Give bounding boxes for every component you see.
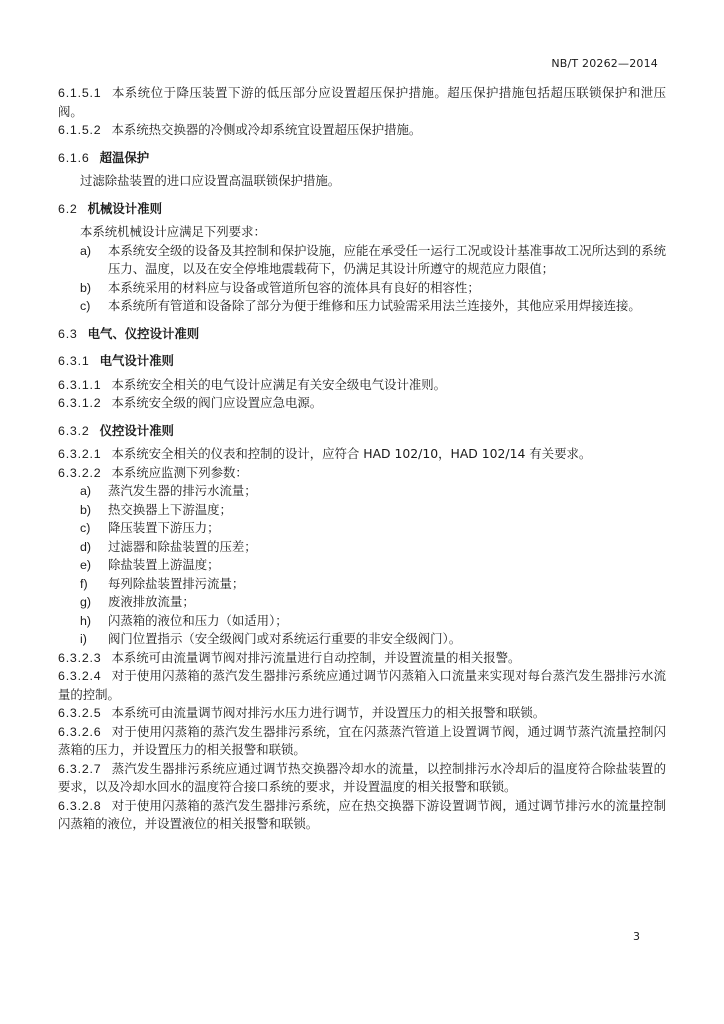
clause-6-3-2-6: 6.3.2.6 对于使用闪蒸箱的蒸汽发生器排污系统，宜在闪蒸蒸汽管道上设置调节阀，通过调节蒸汽流量控制闪蒸箱的压力，并设置压力的相关报警和联锁。 <box>58 723 666 757</box>
list-item: c) 本系统所有管道和设备除了部分为便于维修和压力试验需采用法兰连接外，其他应采用焊接连接。 <box>80 298 641 313</box>
list-item: i) 阀门位置指示（安全级阀门或对系统运行重要的非安全级阀门）。 <box>80 631 462 646</box>
heading-6-2: 6.2 机械设计准则 <box>58 200 162 216</box>
clause-6-3-2-1: 6.3.2.1 本系统安全相关的仪表和控制的设计，应符合 HAD 102/10，HAD 102/14 有关要求。 <box>58 446 592 461</box>
document-body <box>58 84 666 834</box>
list-item: h) 闪蒸箱的液位和压力（如适用）； <box>80 612 288 628</box>
page-number: 3 <box>633 930 640 943</box>
clause-6-2-intro: 本系统机械设计应满足下列要求： <box>80 224 266 239</box>
heading-6-3: 6.3 电气、仪控设计准则 <box>58 325 200 341</box>
list-6-2 <box>58 242 666 316</box>
list-item: b) 热交换器上下游温度； <box>80 501 232 517</box>
heading-6-3-1: 6.3.1 电气设计准则 <box>58 353 174 368</box>
clause-6-1-6-text: 过滤除盐装置的进口应设置高温联锁保护措施。 <box>80 173 341 188</box>
clause-6-3-2-5: 6.3.2.5 本系统可由流量调节阀对排污水压力进行调节，并设置压力的相关报警和联锁。 <box>58 705 546 720</box>
heading-6-3-2: 6.3.2 仪控设计准则 <box>58 422 174 438</box>
heading-6-1-6: 6.1.6 超温保护 <box>58 149 150 165</box>
list-item: e) 除盐装置上游温度； <box>80 557 220 572</box>
list-item: a) 本系统安全级的设备及其控制和保护设施，应能在承受任一运行工况或设计基准事故工况所达到的系统压力、温度，以及在安全停堆地震载荷下，仍满足其设计所遵守的规范应力限值； <box>80 242 666 276</box>
list-item: b) 本系统采用的材料应与设备或管道所包容的流体具有良好的相容性； <box>80 279 480 295</box>
clause-6-1-5-2: 6.1.5.2 本系统热交换器的冷侧或冷却系统宜设置超压保护措施。 <box>58 122 422 137</box>
clause-6-3-1-1: 6.3.1.1 本系统安全相关的电气设计应满足有关安全级电气设计准则。 <box>58 376 447 392</box>
clause-6-3-2-4: 6.3.2.4 对于使用闪蒸箱的蒸汽发生器排污系统应通过调节闪蒸箱入口流量来实现对每台蒸汽发生器排污水流量的控制。 <box>58 668 666 702</box>
clause-6-3-2-2: 6.3.2.2 本系统应监测下列参数： <box>58 464 248 480</box>
clause-6-3-2-8: 6.3.2.8 对于使用闪蒸箱的蒸汽发生器排污系统，应在热交换器下游设置调节阀，通过调节排污水的流量控制闪蒸箱的液位，并设置液位的相关报警和联锁。 <box>58 797 666 831</box>
list-item: g) 废液排放流量； <box>80 594 195 609</box>
list-6-3-2-2 <box>58 482 666 649</box>
list-item: f) 每列除盐装置排污流量； <box>80 575 245 591</box>
clause-6-3-2-3: 6.3.2.3 本系统可由流量调节阀对排污流量进行自动控制，并设置流量的相关报警。 <box>58 649 521 665</box>
clause-6-3-1-2: 6.3.1.2 本系统安全级的阀门应设置应急电源。 <box>58 395 323 410</box>
list-item: c) 降压装置下游压力； <box>80 520 220 535</box>
clause-6-3-2-7: 6.3.2.7 蒸汽发生器排污系统应通过调节热交换器冷却水的流量，以控制排污水冷却后的温度符合除盐装置的要求，以及冷却水回水的温度符合接口系统的要求，并设置温度的相关报警和联锁。 <box>58 760 666 794</box>
standard-code: NB/T 20262—2014 <box>551 57 658 70</box>
list-item: d) 过滤器和除盐装置的压差； <box>80 538 257 554</box>
list-item: a) 蒸汽发生器的排污水流量； <box>80 483 257 498</box>
clause-6-1-5-1: 6.1.5.1 本系统位于降压装置下游的低压部分应设置超压保护措施。超压保护措施包括超压联锁保护和泄压阀。 <box>58 85 666 119</box>
